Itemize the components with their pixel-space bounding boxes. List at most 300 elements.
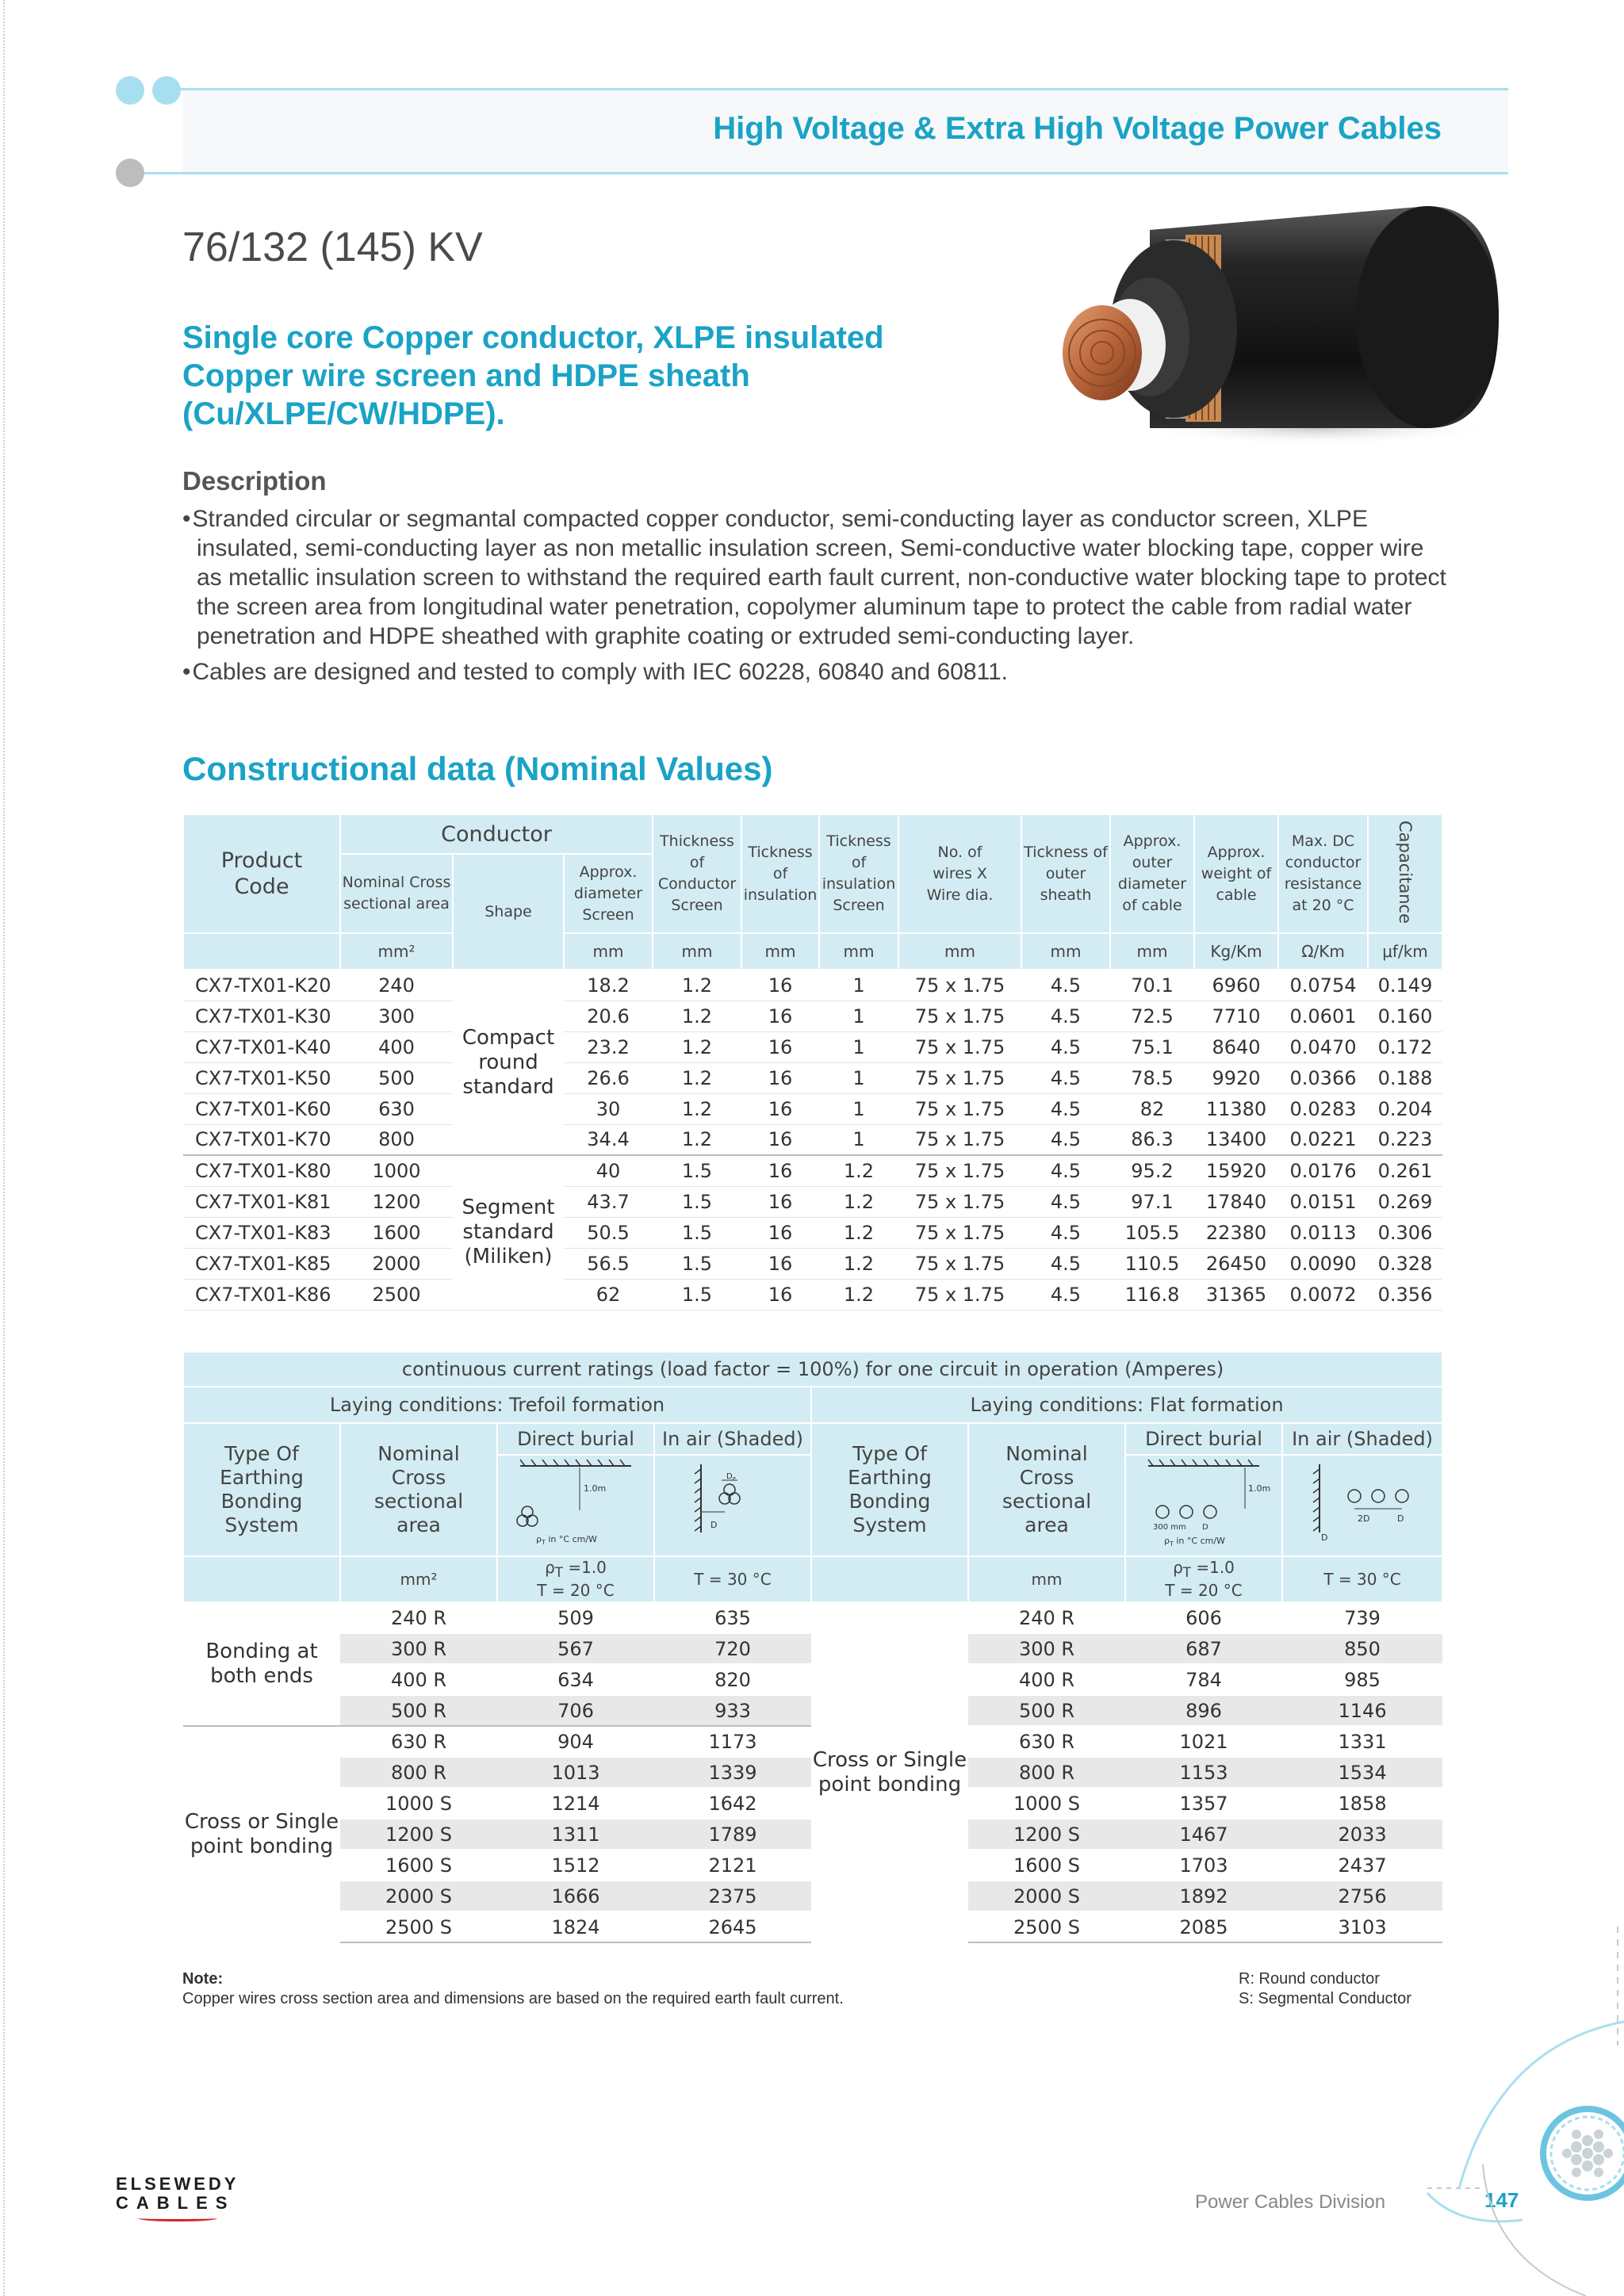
logo-line-1: ELSEWEDY <box>116 2174 239 2194</box>
product-code-cell: CX7-TX01-K83 <box>183 1217 340 1248</box>
shape-cell: Compact round standard <box>453 970 564 1155</box>
bonding-type-cell: Bonding at both ends <box>183 1602 340 1726</box>
rating-cell: 2500 S <box>968 1911 1125 1942</box>
data-cell: 40 <box>564 1155 653 1186</box>
elsewedy-logo <box>116 2174 243 2221</box>
product-code-cell: CX7-TX01-K60 <box>183 1093 340 1124</box>
rating-cell: 509 <box>497 1602 654 1633</box>
product-code-cell: CX7-TX01-K50 <box>183 1062 340 1093</box>
header-shape: Shape <box>453 854 564 970</box>
header-thickness-conductor-screen: Thickness of Conductor Screen <box>653 814 741 933</box>
direct-burial-header: Direct burial <box>1125 1423 1282 1455</box>
data-cell: 1600 <box>340 1217 453 1248</box>
data-cell: 26450 <box>1194 1248 1278 1279</box>
data-cell: 0.0221 <box>1278 1124 1368 1155</box>
data-cell: 13400 <box>1194 1124 1278 1155</box>
direct-burial-header: Direct burial <box>497 1423 654 1455</box>
product-code-cell: CX7-TX01-K70 <box>183 1124 340 1155</box>
rho-label: $\rho_T$ in °C cm/W <box>1164 1536 1225 1548</box>
d-label: D <box>1321 1533 1328 1543</box>
header-weight: Approx. weight of cable <box>1194 814 1278 933</box>
rating-cell: 1789 <box>654 1819 811 1850</box>
data-cell: 6960 <box>1194 970 1278 1001</box>
rating-cell: 1146 <box>1282 1695 1442 1726</box>
air-temperature: T = 30 °C <box>654 1556 811 1602</box>
rating-cell: 2645 <box>654 1911 811 1942</box>
rating-cell: 896 <box>1125 1695 1282 1726</box>
rating-cell: 2000 S <box>968 1881 1125 1911</box>
data-cell: 15920 <box>1194 1155 1278 1186</box>
data-cell: 34.4 <box>564 1124 653 1155</box>
rating-cell: 720 <box>654 1633 811 1664</box>
data-cell: 72.5 <box>1110 1001 1194 1031</box>
description-list <box>182 504 1451 693</box>
data-cell: 75 x 1.75 <box>898 1093 1021 1124</box>
data-cell: 75 x 1.75 <box>898 1155 1021 1186</box>
data-cell: 75 x 1.75 <box>898 1217 1021 1248</box>
data-cell: 75 x 1.75 <box>898 1001 1021 1031</box>
data-cell: 1 <box>819 970 898 1001</box>
data-cell: 0.0176 <box>1278 1155 1368 1186</box>
data-cell: 86.3 <box>1110 1124 1194 1155</box>
note-title: Note: <box>182 1970 224 1988</box>
table-row <box>183 1124 1442 1155</box>
data-cell: 16 <box>741 1093 819 1124</box>
data-cell: 300 <box>340 1001 453 1031</box>
data-cell: 1.2 <box>819 1217 898 1248</box>
rating-cell: 1311 <box>497 1819 654 1850</box>
data-cell: 1.2 <box>653 970 741 1001</box>
data-cell: 0.328 <box>1368 1248 1442 1279</box>
conductor-legend <box>1239 1969 1411 2009</box>
data-cell: 0.356 <box>1368 1279 1442 1310</box>
data-cell: 1.5 <box>653 1155 741 1186</box>
rating-cell: 1013 <box>497 1757 654 1788</box>
rating-cell: 800 R <box>340 1757 497 1788</box>
data-cell: 105.5 <box>1110 1217 1194 1248</box>
rating-cell: 1173 <box>654 1726 811 1757</box>
product-code-cell: CX7-TX01-K81 <box>183 1186 340 1217</box>
rating-cell: 1642 <box>654 1788 811 1819</box>
rating-cell: 635 <box>654 1602 811 1633</box>
rating-cell: 800 R <box>968 1757 1125 1788</box>
soil-condition: $\rho_T =1.0$ T = 20 °C <box>1125 1556 1282 1602</box>
data-cell: 0.172 <box>1368 1031 1442 1062</box>
product-code-cell: CX7-TX01-K85 <box>183 1248 340 1279</box>
rating-cell: 1200 S <box>968 1819 1125 1850</box>
rating-cell: 1000 S <box>968 1788 1125 1819</box>
data-cell: 43.7 <box>564 1186 653 1217</box>
data-cell: 75 x 1.75 <box>898 1248 1021 1279</box>
bonding-type-cell: Cross or Single point bonding <box>812 1748 967 1797</box>
data-cell: 1000 <box>340 1155 453 1186</box>
table-row <box>183 1248 1442 1279</box>
data-cell: 4.5 <box>1021 970 1110 1001</box>
constructional-data-table <box>182 813 1443 1311</box>
data-cell: 2500 <box>340 1279 453 1310</box>
type-earthing-header: Type Of Earthing Bonding System <box>183 1423 340 1556</box>
header-approx-diameter: Approx. diameter Screen <box>564 854 653 933</box>
rating-cell: 300 R <box>968 1633 1125 1664</box>
data-cell: 0.188 <box>1368 1062 1442 1093</box>
note-text: Copper wires cross section area and dimensions are based on the required earth fault current. <box>182 1990 844 2007</box>
unit-cell <box>183 933 340 970</box>
table-row <box>183 1093 1442 1124</box>
data-cell: 4.5 <box>1021 1031 1110 1062</box>
rating-cell: 2437 <box>1282 1850 1442 1881</box>
data-cell: 16 <box>741 1217 819 1248</box>
product-code-cell: CX7-TX01-K40 <box>183 1031 340 1062</box>
constructional-data-title: Constructional data (Nominal Values) <box>182 750 773 787</box>
decorative-cable-graphic <box>1411 1927 1624 2296</box>
rating-cell: 1000 S <box>340 1788 497 1819</box>
data-cell: 1.2 <box>819 1186 898 1217</box>
data-cell: 0.160 <box>1368 1001 1442 1031</box>
data-cell: 0.149 <box>1368 970 1442 1001</box>
data-cell: 0.0072 <box>1278 1279 1368 1310</box>
data-cell: 1 <box>819 1031 898 1062</box>
header-no-wires: No. of wires X Wire dia. <box>898 814 1021 933</box>
flat-air-diagram-cell <box>1282 1455 1442 1556</box>
trefoil-burial-diagram-cell <box>497 1455 654 1556</box>
header-dot <box>116 76 144 105</box>
data-cell: 400 <box>340 1031 453 1062</box>
data-cell: 16 <box>741 1062 819 1093</box>
unit-cell: mm <box>898 933 1021 970</box>
soil-condition: $\rho_T =1.0$ T = 20 °C <box>497 1556 654 1602</box>
data-cell: 97.1 <box>1110 1186 1194 1217</box>
rating-cell: 1600 S <box>340 1850 497 1881</box>
rating-cell: 1512 <box>497 1850 654 1881</box>
data-cell: 1 <box>819 1093 898 1124</box>
description-heading: Description <box>182 466 327 496</box>
data-cell: 0.0113 <box>1278 1217 1368 1248</box>
series-title: High Voltage & Extra High Voltage Power Cables <box>713 111 1442 146</box>
cable-illustration <box>1055 198 1499 452</box>
trefoil-title: Laying conditions: Trefoil formation <box>183 1387 811 1423</box>
data-cell: 0.0470 <box>1278 1031 1368 1062</box>
table-row <box>183 1031 1442 1062</box>
data-cell: 50.5 <box>564 1217 653 1248</box>
rating-cell: 300 R <box>340 1633 497 1664</box>
data-cell: 75 x 1.75 <box>898 970 1021 1001</box>
unit-cell: mm <box>819 933 898 970</box>
rating-cell: 1214 <box>497 1788 654 1819</box>
data-cell: 75 x 1.75 <box>898 1062 1021 1093</box>
rating-cell: 500 R <box>968 1695 1125 1726</box>
header-capacitance <box>1368 814 1442 933</box>
voltage-title: 76/132 (145) KV <box>182 224 483 270</box>
table-row <box>183 1186 1442 1217</box>
trefoil-air-diagram-cell <box>654 1455 811 1556</box>
data-cell: 1.5 <box>653 1248 741 1279</box>
data-cell: 26.6 <box>564 1062 653 1093</box>
data-cell: 630 <box>340 1093 453 1124</box>
data-cell: 800 <box>340 1124 453 1155</box>
data-cell: 1.2 <box>819 1248 898 1279</box>
legend-round: R: Round conductor <box>1239 1970 1380 1988</box>
rating-cell: 400 R <box>968 1664 1125 1695</box>
data-cell: 1.5 <box>653 1279 741 1310</box>
data-cell: 240 <box>340 970 453 1001</box>
note-block <box>182 1969 844 2009</box>
table-row <box>183 1217 1442 1248</box>
data-cell: 30 <box>564 1093 653 1124</box>
rating-cell: 634 <box>497 1664 654 1695</box>
rating-cell: 1021 <box>1125 1726 1282 1757</box>
rating-cell: 3103 <box>1282 1911 1442 1942</box>
flat-title: Laying conditions: Flat formation <box>811 1387 1442 1423</box>
product-code-cell: CX7-TX01-K20 <box>183 970 340 1001</box>
rating-cell: 784 <box>1125 1664 1282 1695</box>
data-cell: 16 <box>741 970 819 1001</box>
air-temperature: T = 30 °C <box>1282 1556 1442 1602</box>
data-cell: 4.5 <box>1021 1062 1110 1093</box>
unit-cell: mm <box>564 933 653 970</box>
data-cell: 16 <box>741 1155 819 1186</box>
header-dot <box>116 159 144 187</box>
data-cell: 1.2 <box>653 1093 741 1124</box>
data-cell: 16 <box>741 1248 819 1279</box>
data-cell: 75 x 1.75 <box>898 1124 1021 1155</box>
data-cell: 0.223 <box>1368 1124 1442 1155</box>
data-cell: 75 x 1.75 <box>898 1279 1021 1310</box>
data-cell: 4.5 <box>1021 1155 1110 1186</box>
unit-cell <box>183 1556 340 1602</box>
data-cell: 4.5 <box>1021 1001 1110 1031</box>
data-cell: 22380 <box>1194 1217 1278 1248</box>
data-cell: 4.5 <box>1021 1186 1110 1217</box>
unit-cell: mm <box>1110 933 1194 970</box>
data-cell: 16 <box>741 1124 819 1155</box>
rating-cell: 240 R <box>340 1602 497 1633</box>
product-code-cell: CX7-TX01-K86 <box>183 1279 340 1310</box>
data-cell: 31365 <box>1194 1279 1278 1310</box>
unit-cell: mm² <box>340 1556 497 1602</box>
rating-cell: 1339 <box>654 1757 811 1788</box>
header-thickness-outer-sheath: Tickness of outer sheath <box>1021 814 1110 933</box>
data-cell: 16 <box>741 1186 819 1217</box>
header-nominal-cross: Nominal Cross sectional area <box>340 854 453 933</box>
rating-cell: 739 <box>1282 1602 1442 1633</box>
division-label: Power Cables Division <box>1195 2191 1386 2213</box>
page-number: 147 <box>1484 2188 1519 2212</box>
rating-cell: 1200 S <box>340 1819 497 1850</box>
data-cell: 500 <box>340 1062 453 1093</box>
rating-cell: 2375 <box>654 1881 811 1911</box>
depth-label: 1.0m <box>1248 1483 1271 1494</box>
constructional-data-body <box>183 970 1442 1310</box>
header-rule <box>174 88 1508 90</box>
rating-cell: 567 <box>497 1633 654 1664</box>
rating-cell: 1703 <box>1125 1850 1282 1881</box>
data-cell: 116.8 <box>1110 1279 1194 1310</box>
current-ratings-body <box>183 1602 1442 1942</box>
data-cell: 1.5 <box>653 1217 741 1248</box>
d-label: D <box>1397 1513 1404 1524</box>
rating-cell: 2756 <box>1282 1881 1442 1911</box>
table-row <box>183 1602 1442 1633</box>
unit-cell: mm <box>1021 933 1110 970</box>
header-conductor: Conductor <box>340 814 653 854</box>
data-cell: 1 <box>819 1062 898 1093</box>
header-thickness-insulation: Tickness of insulation <box>741 814 819 933</box>
data-cell: 62 <box>564 1279 653 1310</box>
data-cell: 20.6 <box>564 1001 653 1031</box>
table-row <box>183 970 1442 1001</box>
data-cell: 16 <box>741 1031 819 1062</box>
data-cell: 75 x 1.75 <box>898 1186 1021 1217</box>
data-cell: 9920 <box>1194 1062 1278 1093</box>
data-cell: 1.2 <box>653 1031 741 1062</box>
rating-cell: 240 R <box>968 1602 1125 1633</box>
rating-cell: 820 <box>654 1664 811 1695</box>
data-cell: 17840 <box>1194 1186 1278 1217</box>
description-item: • Cables are designed and tested to comply with IEC 60228, 60840 and 60811. <box>182 657 1451 687</box>
rating-cell: 2000 S <box>340 1881 497 1911</box>
data-cell: 1.2 <box>653 1001 741 1031</box>
header-thickness-insulation-screen: Tickness of insulation Screen <box>819 814 898 933</box>
rating-cell: 687 <box>1125 1633 1282 1664</box>
rating-cell: 2085 <box>1125 1911 1282 1942</box>
rating-cell: 2033 <box>1282 1819 1442 1850</box>
description-item: • Stranded circular or segmantal compacted copper conductor, semi-conducting layer as conductor screen, XLPE insulated, semi-conducting layer as non metallic insulation screen, Semi-conductive water blocking tape, copper wire as metallic insulation screen to withstand the required earth fault current, non-conductive water blocking tape to protect the screen area from longitudinal water penetration, copolymer aluminum tape to protect the cable from radial water penetration and HDPE sheathed with graphite coating or extruded semi-conducting layer. <box>182 504 1451 651</box>
rating-cell: 400 R <box>340 1664 497 1695</box>
data-cell: 1.2 <box>819 1155 898 1186</box>
data-cell: 4.5 <box>1021 1217 1110 1248</box>
unit-cell: Ω/Km <box>1278 933 1368 970</box>
capacitance-label: Capacitance <box>1396 821 1415 924</box>
data-cell: 78.5 <box>1110 1062 1194 1093</box>
data-cell: 0.0601 <box>1278 1001 1368 1031</box>
data-cell: 0.0151 <box>1278 1186 1368 1217</box>
unit-cell: Kg/Km <box>1194 933 1278 970</box>
data-cell: 16 <box>741 1279 819 1310</box>
d-label: D <box>710 1520 718 1530</box>
rating-cell: 1858 <box>1282 1788 1442 1819</box>
rating-cell: 904 <box>497 1726 654 1757</box>
unit-cell: mm² <box>340 933 453 970</box>
rating-cell: 500 R <box>340 1695 497 1726</box>
data-cell: 8640 <box>1194 1031 1278 1062</box>
rating-cell: 933 <box>654 1695 811 1726</box>
depth-label: 1.0m <box>584 1483 607 1494</box>
data-cell: 56.5 <box>564 1248 653 1279</box>
flat-burial-diagram-cell <box>1125 1455 1282 1556</box>
data-cell: 1.2 <box>819 1279 898 1310</box>
rating-cell: 1467 <box>1125 1819 1282 1850</box>
in-air-header: In air (Shaded) <box>654 1423 811 1455</box>
data-cell: 2000 <box>340 1248 453 1279</box>
unit-cell <box>811 1556 968 1602</box>
rating-cell: 630 R <box>968 1726 1125 1757</box>
unit-cell: mm <box>653 933 741 970</box>
data-cell: 0.204 <box>1368 1093 1442 1124</box>
ratings-caption: continuous current ratings (load factor = 100%) for one circuit in operation (Amperes) <box>183 1352 1442 1387</box>
rating-cell: 850 <box>1282 1633 1442 1664</box>
header-dot <box>152 76 181 105</box>
rating-cell: 630 R <box>340 1726 497 1757</box>
table-row <box>183 1155 1442 1186</box>
data-cell: 18.2 <box>564 970 653 1001</box>
table-row <box>183 1001 1442 1031</box>
data-cell: 82 <box>1110 1093 1194 1124</box>
in-air-header: In air (Shaded) <box>1282 1423 1442 1455</box>
rating-cell: 1824 <box>497 1911 654 1942</box>
trefoil-burial-diagram <box>504 1456 647 1552</box>
data-cell: 23.2 <box>564 1031 653 1062</box>
rating-cell: 1331 <box>1282 1726 1442 1757</box>
product-code-cell: CX7-TX01-K30 <box>183 1001 340 1031</box>
rating-cell: 1357 <box>1125 1788 1282 1819</box>
bonding-type-cell: Cross or Single point bonding <box>184 1810 339 1858</box>
left-margin-guide <box>3 0 5 2296</box>
data-cell: 0.261 <box>1368 1155 1442 1186</box>
header-product-code: Product Code <box>183 814 340 933</box>
rating-cell: 606 <box>1125 1602 1282 1633</box>
data-cell: 0.0754 <box>1278 970 1368 1001</box>
rating-cell: 2121 <box>654 1850 811 1881</box>
de-label: $D_e$ <box>726 1472 737 1482</box>
table-row <box>183 1062 1442 1093</box>
data-cell: 95.2 <box>1110 1155 1194 1186</box>
data-cell: 75.1 <box>1110 1031 1194 1062</box>
header-dc-resistance: Max. DC conductor resistance at 20 °C <box>1278 814 1368 933</box>
data-cell: 0.269 <box>1368 1186 1442 1217</box>
data-cell: 4.5 <box>1021 1124 1110 1155</box>
rating-cell: 1600 S <box>968 1850 1125 1881</box>
rho-label: $\rho_T$ in °C cm/W <box>536 1534 597 1546</box>
flat-burial-diagram <box>1132 1456 1275 1552</box>
table-row <box>183 1279 1442 1310</box>
data-cell: 0.0283 <box>1278 1093 1368 1124</box>
data-cell: 4.5 <box>1021 1248 1110 1279</box>
rating-cell: 1892 <box>1125 1881 1282 1911</box>
header-outer-diameter: Approx. outer diameter of cable <box>1110 814 1194 933</box>
data-cell: 11380 <box>1194 1093 1278 1124</box>
rating-cell: 985 <box>1282 1664 1442 1695</box>
nominal-cross-header: Nominal Cross sectional area <box>340 1423 497 1556</box>
rating-cell: 2500 S <box>340 1911 497 1942</box>
header-rule <box>144 172 1508 174</box>
data-cell: 16 <box>741 1001 819 1031</box>
type-earthing-header: Type Of Earthing Bonding System <box>811 1423 968 1556</box>
rating-cell: 706 <box>497 1695 654 1726</box>
spacing-label: 300 mm <box>1153 1523 1186 1532</box>
rating-cell: 1153 <box>1125 1757 1282 1788</box>
2d-label: 2D <box>1358 1513 1370 1524</box>
data-cell: 1.2 <box>653 1124 741 1155</box>
data-cell: 1200 <box>340 1186 453 1217</box>
data-cell: 1 <box>819 1124 898 1155</box>
unit-cell: μf/km <box>1368 933 1442 970</box>
unit-cell: mm <box>968 1556 1125 1602</box>
nominal-cross-header: Nominal Cross sectional area <box>968 1423 1125 1556</box>
trefoil-air-diagram <box>661 1456 804 1552</box>
rating-cell: 1666 <box>497 1881 654 1911</box>
data-cell: 110.5 <box>1110 1248 1194 1279</box>
data-cell: 1 <box>819 1001 898 1031</box>
cable-subtitle: Single core Copper conductor, XLPE insulated Copper wire screen and HDPE sheath (Cu/XLPE/CW/HDPE). <box>182 320 884 431</box>
product-code-cell: CX7-TX01-K80 <box>183 1155 340 1186</box>
d-label: D <box>1202 1523 1208 1532</box>
data-cell: 0.0366 <box>1278 1062 1368 1093</box>
data-cell: 1.2 <box>653 1062 741 1093</box>
shape-cell: Segment standard (Miliken) <box>453 1155 564 1310</box>
data-cell: 70.1 <box>1110 970 1194 1001</box>
data-cell: 4.5 <box>1021 1279 1110 1310</box>
data-cell: 4.5 <box>1021 1093 1110 1124</box>
